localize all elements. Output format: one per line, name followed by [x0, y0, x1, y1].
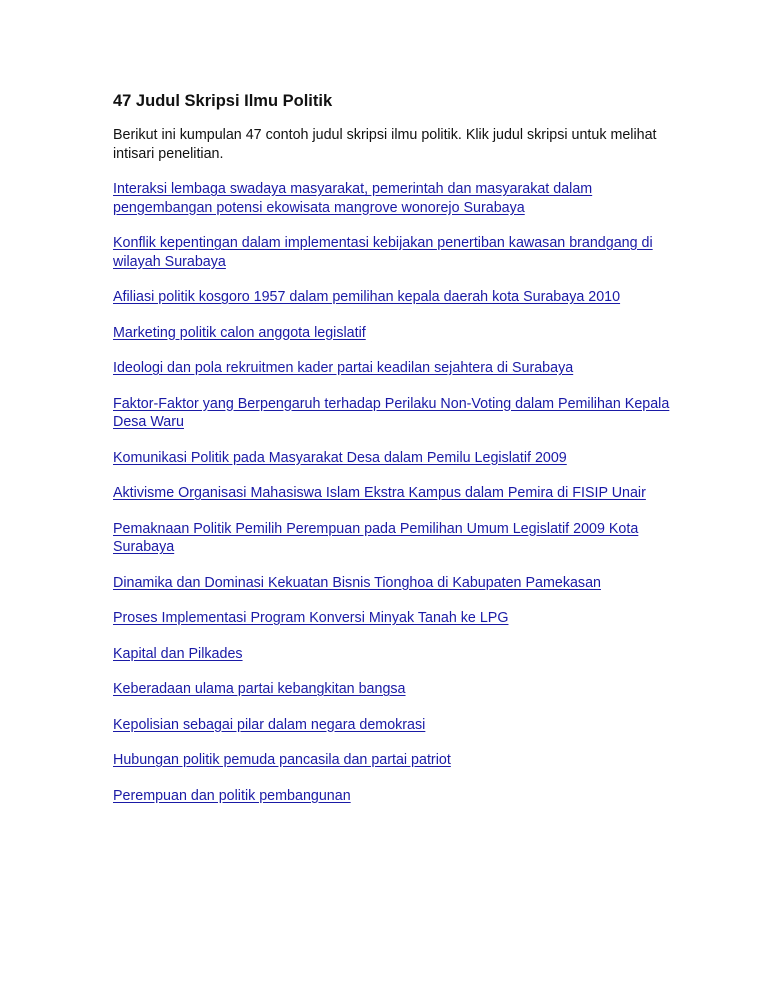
thesis-link[interactable]: Komunikasi Politik pada Masyarakat Desa dalam Pemilu Legislatif 2009 — [113, 449, 567, 466]
list-item — [113, 288, 673, 307]
thesis-link[interactable]: Faktor-Faktor yang Berpengaruh terhadap Perilaku Non-Voting dalam Pemilihan Kepala Desa Waru — [113, 395, 670, 430]
thesis-link[interactable]: Afiliasi politik kosgoro 1957 dalam pemilihan kepala daerah kota Surabaya 2010 — [113, 289, 621, 305]
list-item — [113, 716, 673, 735]
thesis-link[interactable]: Kepolisian sebagai pilar dalam negara demokrasi — [113, 716, 426, 733]
list-item — [113, 787, 673, 806]
intro-paragraph: Berikut ini kumpulan 47 contoh judul skripsi ilmu politik. Klik judul skripsi untuk melihat intisari penelitian. — [113, 127, 657, 162]
thesis-link[interactable]: Ideologi dan pola rekruitmen kader partai keadilan sejahtera di Surabaya — [113, 360, 574, 376]
list-item — [113, 609, 673, 628]
list-item — [113, 645, 673, 664]
list-item — [113, 574, 673, 593]
list-item — [113, 180, 673, 217]
thesis-link[interactable]: Aktivisme Organisasi Mahasiswa Islam Ekstra Kampus dalam Pemira di FISIP Unair — [113, 485, 646, 501]
list-item — [113, 234, 673, 271]
list-item — [113, 751, 673, 770]
thesis-link[interactable]: Proses Implementasi Program Konversi Minyak Tanah ke LPG — [113, 610, 509, 626]
document-page — [113, 90, 673, 822]
thesis-title-list — [113, 180, 673, 805]
thesis-link[interactable]: Dinamika dan Dominasi Kekuatan Bisnis Tionghoa di Kabupaten Pamekasan — [113, 574, 601, 591]
thesis-link[interactable]: Perempuan dan politik pembangunan — [113, 787, 351, 804]
thesis-link[interactable]: Marketing politik calon anggota legislatif — [113, 324, 366, 341]
list-item — [113, 520, 673, 557]
thesis-link[interactable]: Hubungan politik pemuda pancasila dan partai patriot — [113, 752, 451, 768]
thesis-link[interactable]: Interaksi lembaga swadaya masyarakat, pemerintah dan masyarakat dalam pengembangan potensi ekowisata mangrove wonorejo Surabaya — [113, 181, 593, 216]
list-item — [113, 395, 673, 432]
thesis-link[interactable]: Konflik kepentingan dalam implementasi kebijakan penertiban kawasan brandgang di wilayah Surabaya — [113, 235, 653, 270]
list-item — [113, 324, 673, 343]
list-item — [113, 359, 673, 378]
document-title: 47 Judul Skripsi Ilmu Politik — [113, 92, 333, 110]
thesis-link[interactable]: Pemaknaan Politik Pemilih Perempuan pada Pemilihan Umum Legislatif 2009 Kota Surabaya — [113, 520, 639, 555]
list-item — [113, 449, 673, 468]
thesis-link[interactable]: Kapital dan Pilkades — [113, 645, 243, 662]
list-item — [113, 680, 673, 699]
list-item — [113, 484, 673, 503]
thesis-link[interactable]: Keberadaan ulama partai kebangkitan bangsa — [113, 681, 406, 697]
